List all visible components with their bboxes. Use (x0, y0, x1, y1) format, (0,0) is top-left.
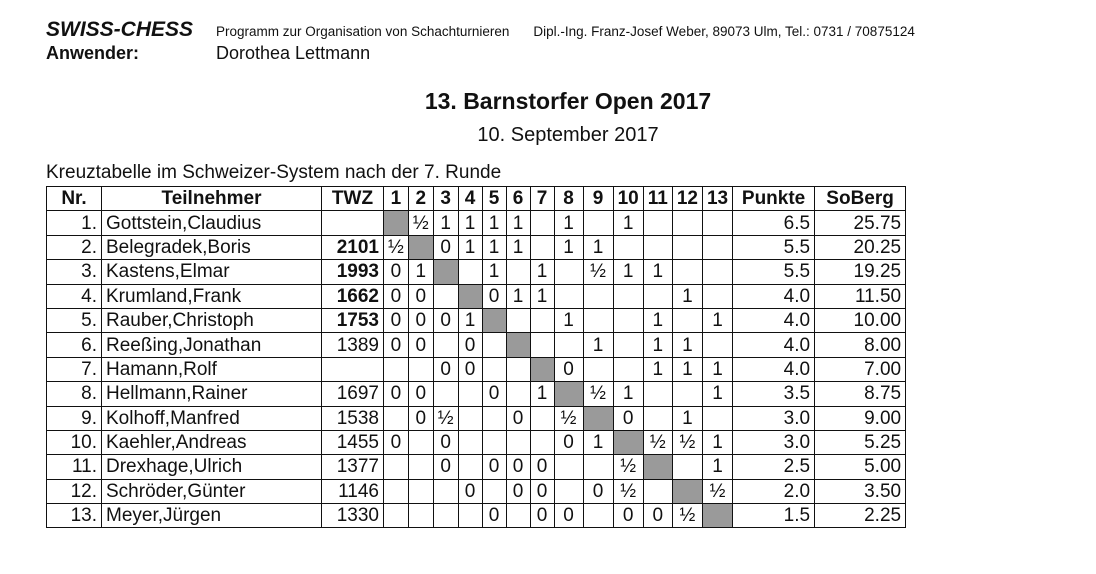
result-cell: 1 (672, 284, 702, 308)
result-cell (408, 479, 433, 503)
rating-cell (322, 357, 384, 381)
col-header-round: 2 (408, 187, 433, 211)
result-cell (530, 333, 554, 357)
self-pairing-cell (583, 406, 613, 430)
result-cell (702, 211, 732, 235)
result-cell: 0 (433, 308, 458, 332)
result-cell (530, 430, 554, 454)
result-cell (384, 406, 409, 430)
result-cell: 1 (583, 235, 613, 259)
result-cell: 0 (384, 260, 409, 284)
player-name-cell: Hamann,Rolf (102, 357, 322, 381)
result-cell: 1 (482, 211, 506, 235)
points-cell: 3.0 (733, 430, 815, 454)
soberg-cell: 11.50 (815, 284, 906, 308)
self-pairing-cell (433, 260, 458, 284)
result-cell: ½ (583, 382, 613, 406)
result-cell (583, 504, 613, 528)
result-cell (643, 406, 672, 430)
result-cell: 0 (384, 333, 409, 357)
result-cell: 1 (482, 235, 506, 259)
result-cell: ½ (613, 455, 643, 479)
col-header-round: 4 (458, 187, 482, 211)
col-header-round: 9 (583, 187, 613, 211)
result-cell (702, 260, 732, 284)
soberg-cell: 8.75 (815, 382, 906, 406)
rank-cell: 9. (47, 406, 102, 430)
result-cell (530, 211, 554, 235)
header-line-1 (46, 18, 1086, 42)
result-cell (384, 479, 409, 503)
col-header-round: 13 (702, 187, 732, 211)
result-cell: 1 (433, 211, 458, 235)
table-row (47, 333, 906, 357)
result-cell: ½ (672, 430, 702, 454)
tournament-title: 13. Barnstorfer Open 2017 (424, 88, 712, 114)
result-cell: 0 (530, 479, 554, 503)
result-cell: 1 (554, 308, 583, 332)
rank-cell: 11. (47, 455, 102, 479)
col-header-nr: Nr. (47, 187, 102, 211)
result-cell (482, 357, 506, 381)
result-cell (613, 235, 643, 259)
result-cell: 0 (458, 333, 482, 357)
result-cell: 0 (482, 455, 506, 479)
result-cell: 1 (613, 260, 643, 284)
result-cell: 1 (554, 211, 583, 235)
result-cell: 0 (643, 504, 672, 528)
result-cell: 1 (458, 211, 482, 235)
self-pairing-cell (458, 284, 482, 308)
result-cell (672, 382, 702, 406)
result-cell: 0 (482, 504, 506, 528)
result-cell (506, 430, 530, 454)
result-cell (702, 235, 732, 259)
soberg-cell: 25.75 (815, 211, 906, 235)
result-cell (458, 430, 482, 454)
result-cell (433, 284, 458, 308)
result-cell: 0 (530, 455, 554, 479)
table-row (47, 406, 906, 430)
result-cell: 0 (458, 479, 482, 503)
result-cell: 0 (506, 479, 530, 503)
col-header-soberg: SoBerg (815, 187, 906, 211)
points-cell: 5.5 (733, 235, 815, 259)
result-cell: 1 (530, 284, 554, 308)
result-cell (583, 357, 613, 381)
result-cell (482, 430, 506, 454)
self-pairing-cell (408, 235, 433, 259)
result-cell: 0 (554, 357, 583, 381)
result-cell (613, 333, 643, 357)
result-cell: ½ (554, 406, 583, 430)
result-cell (583, 284, 613, 308)
result-cell (408, 504, 433, 528)
points-cell: 4.0 (733, 308, 815, 332)
result-cell (530, 308, 554, 332)
player-name-cell: Meyer,Jürgen (102, 504, 322, 528)
result-cell (583, 211, 613, 235)
soberg-cell: 5.25 (815, 430, 906, 454)
points-cell: 5.5 (733, 260, 815, 284)
table-row (47, 284, 906, 308)
points-cell: 3.5 (733, 382, 815, 406)
result-cell: 1 (702, 455, 732, 479)
program-description: Programm zur Organisation von Schachturnieren (216, 24, 510, 39)
result-cell: 0 (408, 284, 433, 308)
result-cell (554, 260, 583, 284)
rank-cell: 7. (47, 357, 102, 381)
result-cell (433, 382, 458, 406)
result-cell: 1 (643, 260, 672, 284)
result-cell: 1 (530, 382, 554, 406)
tournament-date: 10. September 2017 (477, 124, 659, 146)
result-cell: 0 (433, 357, 458, 381)
result-cell (643, 211, 672, 235)
result-cell: 1 (583, 430, 613, 454)
col-header-round: 8 (554, 187, 583, 211)
col-header-round: 5 (482, 187, 506, 211)
result-cell: 1 (506, 235, 530, 259)
col-header-round: 7 (530, 187, 554, 211)
rating-cell (322, 211, 384, 235)
brand-name: SWISS-CHESS (46, 18, 194, 41)
player-name-cell: Kolhoff,Manfred (102, 406, 322, 430)
result-cell: ½ (583, 260, 613, 284)
result-cell: 1 (506, 284, 530, 308)
user-name: Dorothea Lettmann (216, 43, 371, 63)
author-contact: Dipl.-Ing. Franz-Josef Weber, 89073 Ulm, Tel.: 0731 / 70875124 (533, 24, 915, 39)
result-cell (554, 333, 583, 357)
rating-cell: 1753 (322, 308, 384, 332)
self-pairing-cell (384, 211, 409, 235)
self-pairing-cell (554, 382, 583, 406)
soberg-cell: 10.00 (815, 308, 906, 332)
result-cell: 1 (408, 260, 433, 284)
rank-cell: 13. (47, 504, 102, 528)
rating-cell: 1146 (322, 479, 384, 503)
result-cell (613, 357, 643, 381)
crosstable (46, 186, 906, 528)
result-cell (530, 406, 554, 430)
result-cell: 0 (506, 406, 530, 430)
result-cell (506, 504, 530, 528)
result-cell: 0 (408, 382, 433, 406)
result-cell: 0 (433, 235, 458, 259)
result-cell (554, 455, 583, 479)
rating-cell: 1662 (322, 284, 384, 308)
result-cell: ½ (672, 504, 702, 528)
rating-cell: 1455 (322, 430, 384, 454)
player-name-cell: Hellmann,Rainer (102, 382, 322, 406)
player-name-cell: Krumland,Frank (102, 284, 322, 308)
table-body (47, 211, 906, 528)
result-cell (506, 382, 530, 406)
col-header-name: Teilnehmer (102, 187, 322, 211)
table-row (47, 479, 906, 503)
result-cell: 0 (408, 308, 433, 332)
rank-cell: 3. (47, 260, 102, 284)
soberg-cell: 3.50 (815, 479, 906, 503)
result-cell (672, 308, 702, 332)
result-cell: 1 (583, 333, 613, 357)
result-cell: 0 (384, 308, 409, 332)
result-cell (554, 479, 583, 503)
player-name-cell: Kastens,Elmar (102, 260, 322, 284)
player-name-cell: Reeßing,Jonathan (102, 333, 322, 357)
result-cell: 0 (554, 430, 583, 454)
self-pairing-cell (643, 455, 672, 479)
player-name-cell: Schröder,Günter (102, 479, 322, 503)
player-name-cell: Rauber,Christoph (102, 308, 322, 332)
result-cell: 1 (554, 235, 583, 259)
result-cell: 0 (458, 357, 482, 381)
result-cell: 0 (384, 430, 409, 454)
result-cell (482, 479, 506, 503)
result-cell (384, 504, 409, 528)
table-caption: Kreuztabelle im Schweizer-System nach der 7. Runde (46, 162, 502, 183)
document-header (46, 18, 1086, 64)
table-row (47, 455, 906, 479)
col-header-points: Punkte (733, 187, 815, 211)
self-pairing-cell (672, 479, 702, 503)
result-cell (458, 406, 482, 430)
soberg-cell: 5.00 (815, 455, 906, 479)
col-header-round: 10 (613, 187, 643, 211)
result-cell: 0 (482, 382, 506, 406)
soberg-cell: 9.00 (815, 406, 906, 430)
result-cell: 1 (702, 382, 732, 406)
result-cell: ½ (384, 235, 409, 259)
self-pairing-cell (506, 333, 530, 357)
result-cell: 0 (433, 455, 458, 479)
result-cell: 1 (643, 333, 672, 357)
result-cell: ½ (408, 211, 433, 235)
table-row (47, 504, 906, 528)
result-cell (583, 308, 613, 332)
col-header-twz: TWZ (322, 187, 384, 211)
result-cell: 0 (613, 406, 643, 430)
col-header-round: 6 (506, 187, 530, 211)
result-cell (482, 406, 506, 430)
col-header-round: 3 (433, 187, 458, 211)
points-cell: 1.5 (733, 504, 815, 528)
rank-cell: 5. (47, 308, 102, 332)
rating-cell: 1993 (322, 260, 384, 284)
soberg-cell: 8.00 (815, 333, 906, 357)
result-cell (433, 333, 458, 357)
points-cell: 3.0 (733, 406, 815, 430)
rank-cell: 1. (47, 211, 102, 235)
result-cell: 0 (408, 406, 433, 430)
result-cell: 1 (643, 308, 672, 332)
result-cell (702, 406, 732, 430)
rating-cell: 1377 (322, 455, 384, 479)
rank-cell: 6. (47, 333, 102, 357)
result-cell: 1 (458, 235, 482, 259)
table-row (47, 357, 906, 381)
result-cell: 1 (458, 308, 482, 332)
result-cell (583, 455, 613, 479)
result-cell (506, 260, 530, 284)
result-cell: 1 (613, 211, 643, 235)
result-cell (408, 357, 433, 381)
result-cell: 1 (643, 357, 672, 381)
result-cell (613, 308, 643, 332)
result-cell (702, 333, 732, 357)
rating-cell: 1538 (322, 406, 384, 430)
user-label: Anwender: (46, 43, 140, 63)
result-cell: ½ (643, 430, 672, 454)
soberg-cell: 20.25 (815, 235, 906, 259)
points-cell: 4.0 (733, 333, 815, 357)
result-cell: 1 (530, 260, 554, 284)
header-line-2 (46, 43, 1086, 64)
result-cell: ½ (433, 406, 458, 430)
result-cell (643, 284, 672, 308)
result-cell (408, 455, 433, 479)
result-cell: 0 (530, 504, 554, 528)
result-cell: 1 (613, 382, 643, 406)
table-row (47, 308, 906, 332)
result-cell: 0 (613, 504, 643, 528)
result-cell (702, 284, 732, 308)
rating-cell: 1389 (322, 333, 384, 357)
table-row (47, 430, 906, 454)
result-cell (530, 235, 554, 259)
soberg-cell: 7.00 (815, 357, 906, 381)
points-cell: 4.0 (733, 357, 815, 381)
result-cell (458, 504, 482, 528)
col-header-round: 12 (672, 187, 702, 211)
rating-cell: 1697 (322, 382, 384, 406)
result-cell: 1 (672, 333, 702, 357)
result-cell: 1 (506, 211, 530, 235)
points-cell: 2.0 (733, 479, 815, 503)
soberg-cell: 19.25 (815, 260, 906, 284)
points-cell: 4.0 (733, 284, 815, 308)
result-cell (643, 235, 672, 259)
col-header-round: 1 (384, 187, 409, 211)
rank-cell: 8. (47, 382, 102, 406)
points-cell: 2.5 (733, 455, 815, 479)
self-pairing-cell (530, 357, 554, 381)
table-header-row (47, 187, 906, 211)
table-row (47, 382, 906, 406)
result-cell: 1 (482, 260, 506, 284)
result-cell (458, 382, 482, 406)
table-row (47, 260, 906, 284)
result-cell: 0 (384, 382, 409, 406)
rating-cell: 1330 (322, 504, 384, 528)
player-name-cell: Kaehler,Andreas (102, 430, 322, 454)
result-cell (672, 235, 702, 259)
result-cell: 0 (408, 333, 433, 357)
self-pairing-cell (702, 504, 732, 528)
result-cell: 0 (433, 430, 458, 454)
rank-cell: 12. (47, 479, 102, 503)
player-name-cell: Belegradek,Boris (102, 235, 322, 259)
result-cell: 1 (672, 357, 702, 381)
self-pairing-cell (482, 308, 506, 332)
player-name-cell: Drexhage,Ulrich (102, 455, 322, 479)
result-cell (433, 479, 458, 503)
result-cell (408, 430, 433, 454)
result-cell: ½ (613, 479, 643, 503)
result-cell (458, 455, 482, 479)
result-cell: 0 (583, 479, 613, 503)
result-cell: ½ (702, 479, 732, 503)
result-cell (433, 504, 458, 528)
table-row (47, 211, 906, 235)
result-cell (458, 260, 482, 284)
result-cell: 0 (384, 284, 409, 308)
result-cell: 0 (482, 284, 506, 308)
result-cell (384, 357, 409, 381)
result-cell (643, 382, 672, 406)
result-cell (672, 260, 702, 284)
result-cell (482, 333, 506, 357)
result-cell (506, 308, 530, 332)
result-cell: 0 (506, 455, 530, 479)
rank-cell: 4. (47, 284, 102, 308)
result-cell: 0 (554, 504, 583, 528)
result-cell (506, 357, 530, 381)
result-cell (672, 211, 702, 235)
result-cell: 1 (702, 308, 732, 332)
result-cell: 1 (702, 357, 732, 381)
self-pairing-cell (613, 430, 643, 454)
player-name-cell: Gottstein,Claudius (102, 211, 322, 235)
result-cell: 1 (672, 406, 702, 430)
result-cell: 1 (702, 430, 732, 454)
soberg-cell: 2.25 (815, 504, 906, 528)
result-cell (672, 455, 702, 479)
result-cell (643, 479, 672, 503)
rank-cell: 2. (47, 235, 102, 259)
table-row (47, 235, 906, 259)
result-cell (613, 284, 643, 308)
result-cell (554, 284, 583, 308)
rank-cell: 10. (47, 430, 102, 454)
result-cell (384, 455, 409, 479)
col-header-round: 11 (643, 187, 672, 211)
rating-cell: 2101 (322, 235, 384, 259)
points-cell: 6.5 (733, 211, 815, 235)
